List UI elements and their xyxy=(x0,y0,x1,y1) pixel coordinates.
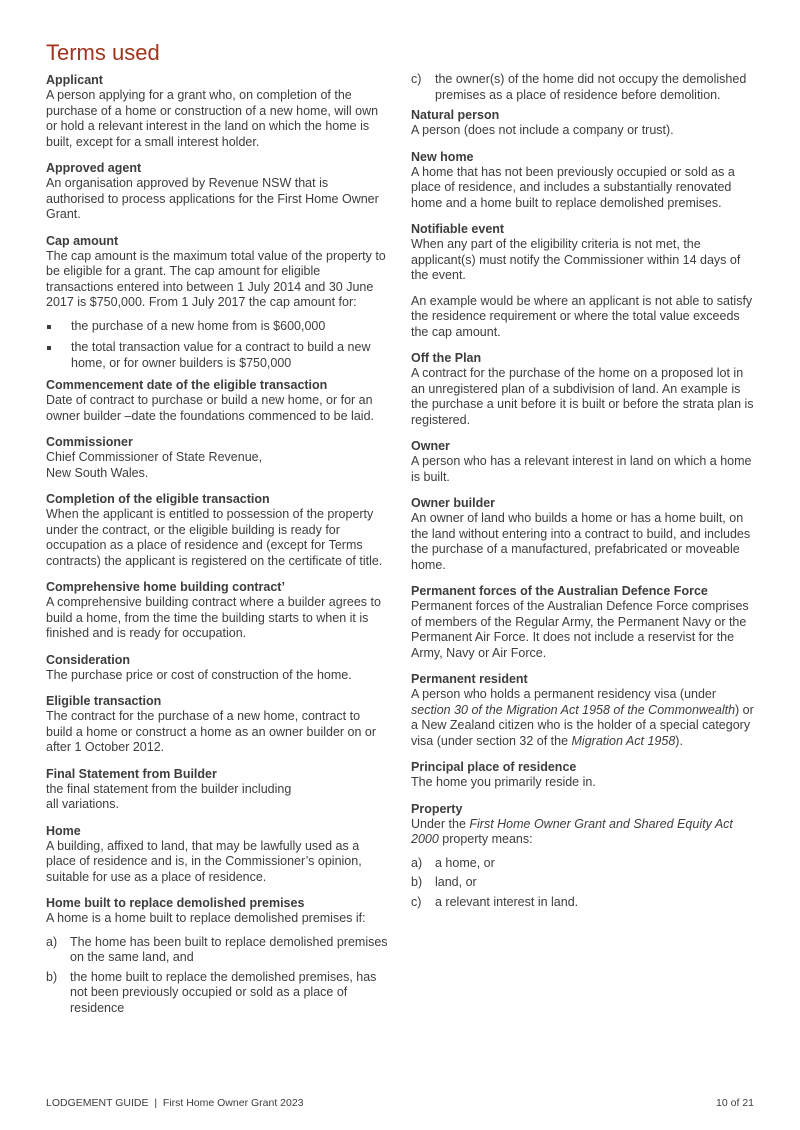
term-definition xyxy=(411,817,757,848)
term-natural-person xyxy=(411,107,757,139)
list-marker: a) xyxy=(411,855,423,870)
list-item xyxy=(411,895,757,911)
term-commencement-date xyxy=(46,377,388,424)
term-approved-agent xyxy=(46,160,388,223)
term-definition: A person applying for a grant who, on completion of the purchase of a home or construction of a new home, will own or hold a relevant interest in the land on which the home is built, except for a small interest holder. xyxy=(46,88,379,149)
term-heading: Owner xyxy=(411,439,450,453)
term-definition: When any part of the eligibility criteria is not met, the applicant(s) must notify the Commissioner within 14 days of the event. xyxy=(411,237,741,282)
list-item xyxy=(46,935,388,966)
term-new-home xyxy=(411,149,757,212)
list-item xyxy=(411,856,757,872)
term-definition: A contract for the purchase of the home on a proposed lot in an unregistered plan of a subdivision of land. An example is the purchase a unit before it is built or before the strata plan is registered. xyxy=(411,366,754,427)
term-definition: The cap amount is the maximum total value of the property to be eligible for a grant. The cap amount for eligible transactions entered into between 1 July 2014 and 30 June 2017 is $750,000. From 1 July 2017 the cap amount for: xyxy=(46,248,386,309)
term-permanent-forces xyxy=(411,583,757,661)
term-definition: The purchase price or cost of construction of the home. xyxy=(46,667,352,682)
list-marker: b) xyxy=(411,875,423,889)
left-column xyxy=(46,72,388,1026)
list-item-text: land, or xyxy=(435,875,477,889)
list-marker: b) xyxy=(46,969,58,984)
term-owner-builder xyxy=(411,495,757,573)
definition-text: ). xyxy=(675,733,683,748)
term-definition: A home is a home built to replace demolished premises if: xyxy=(46,911,366,925)
term-definition xyxy=(46,450,388,481)
term-definition: Permanent forces of the Australian Defence Force comprises of members of the Regular Army, the Permanent Navy or the Permanent Air Force. It does not include a reservist for the Army, Navy or Air Force. xyxy=(411,599,749,660)
term-permanent-resident xyxy=(411,671,757,749)
list-item-text: the home built to replace the demolished premises, has not been previously occupied or sold as a place of residence xyxy=(70,969,377,1015)
definition-citation: Migration Act 1958 xyxy=(571,733,676,748)
term-definition: A home that has not been previously occupied or sold as a place of residence, and includes a substantially renovated home and a home built to replace demolished premises. xyxy=(411,164,735,210)
term-completion xyxy=(46,491,388,569)
list-item xyxy=(46,970,388,1017)
term-heading: Comprehensive home building contract’ xyxy=(46,580,285,594)
term-comprehensive-contract xyxy=(46,579,388,642)
list-item-text: the total transaction value for a contract to build a new home, or for owner builders is $750,000 xyxy=(71,340,371,370)
definition-text: A person who holds a permanent residency visa (under xyxy=(411,687,717,701)
list-item-text: a relevant interest in land. xyxy=(435,894,579,909)
footer-document-title: LODGEMENT GUIDE | First Home Owner Grant 2023 xyxy=(46,1097,304,1109)
bullet-list xyxy=(46,319,388,372)
term-heading: Natural person xyxy=(411,108,500,122)
list-item-text: a home, or xyxy=(435,855,495,870)
list-item xyxy=(411,875,757,891)
definition-citation: section 30 of the Migration Act 1958 of the Commonwealth xyxy=(411,702,736,717)
list-marker: c) xyxy=(411,72,422,86)
term-definition: The home you primarily reside in. xyxy=(411,775,596,789)
term-property xyxy=(411,801,757,911)
list-item xyxy=(411,72,757,103)
term-heading: New home xyxy=(411,149,474,164)
term-home xyxy=(46,823,388,886)
term-definition: An owner of land who builds a home or has a home built, on the land without entering into a contract to build, and includes the purchase of a manufactured, prefabricated or moveable home. xyxy=(411,511,751,572)
term-definition-example: An example would be where an applicant is not able to satisfy the residence requirement or where the total value exceeds the cap amount. xyxy=(411,293,753,339)
list-item-text: the purchase of a new home from is $600,000 xyxy=(71,318,326,333)
term-heading: Final Statement from Builder xyxy=(46,766,217,781)
term-heading: Permanent forces of the Australian Defence Force xyxy=(411,584,708,598)
term-heading: Consideration xyxy=(46,652,131,667)
term-heading: Off the Plan xyxy=(411,351,482,365)
page-number: 10 of 21 xyxy=(716,1097,754,1109)
term-commissioner xyxy=(46,434,388,481)
term-definition: A building, affixed to land, that may be lawfully used as a place of residence and is, in the Commissioner’s opinion, suitable for use as a place of residence. xyxy=(46,838,362,884)
definition-line: the final statement from the builder including xyxy=(46,781,292,796)
term-definition: Date of contract to purchase or build a new home, or for an owner builder –date the foundations commenced to be laid. xyxy=(46,393,374,423)
lettered-list xyxy=(46,935,388,1017)
list-item-text: The home has been built to replace demolished premises on the same land, and xyxy=(70,934,388,964)
term-definition xyxy=(46,782,388,813)
definition-line: Chief Commissioner of State Revenue, xyxy=(46,450,263,464)
term-definition: An organisation approved by Revenue NSW that is authorised to process applications for the First Home Owner Grant. xyxy=(46,176,379,221)
page-title: Terms used xyxy=(46,40,160,65)
term-definition xyxy=(411,687,757,749)
definition-text: property means: xyxy=(438,832,533,846)
square-bullet-icon xyxy=(47,325,51,329)
term-principal-place xyxy=(411,759,757,791)
term-cap-amount xyxy=(46,233,388,372)
term-definition: The contract for the purchase of a new home, contract to build a home or construct a home as an owner builder on or after 1 October 2012. xyxy=(46,709,377,754)
term-consideration xyxy=(46,652,388,684)
term-eligible-transaction xyxy=(46,693,388,756)
right-column xyxy=(411,72,757,920)
term-applicant xyxy=(46,72,388,150)
square-bullet-icon xyxy=(47,346,51,350)
term-definition: When the applicant is entitled to possession of the property under the contract, or the eligible building is ready for occupation as a place of residence and (except for Terms contracts) the applicant is registered on the certificate of title. xyxy=(46,507,383,568)
definition-line: New South Wales. xyxy=(46,465,149,480)
term-heading: Owner builder xyxy=(411,496,496,510)
term-off-the-plan xyxy=(411,350,757,428)
term-definition: A person who has a relevant interest in land on which a home is built. xyxy=(411,454,752,484)
term-heading: Commissioner xyxy=(46,435,133,449)
list-item-text: the owner(s) of the home did not occupy the demolished premises as a place of residence before demolition. xyxy=(435,72,747,102)
term-heading: Principal place of residence xyxy=(411,760,577,774)
definition-line: all variations. xyxy=(46,797,119,811)
term-heading: Notifiable event xyxy=(411,222,505,236)
lettered-list xyxy=(411,856,757,911)
term-heading: Home xyxy=(46,823,81,838)
list-marker: c) xyxy=(411,894,422,909)
list-marker: a) xyxy=(46,934,58,949)
term-home-replace xyxy=(46,895,388,1016)
term-notifiable-event xyxy=(411,221,757,340)
term-final-statement xyxy=(46,766,388,813)
term-heading: Permanent resident xyxy=(411,672,528,686)
definition-text: ) or a New Zealand citizen who is the holder of a special category visa (under section 32 of the xyxy=(411,702,754,748)
list-item xyxy=(46,319,388,335)
definition-citation: First Home Owner Grant and Shared Equity Act 2000 xyxy=(411,816,733,846)
page-footer xyxy=(46,1097,754,1109)
term-heading: Cap amount xyxy=(46,233,119,248)
lettered-list-continued xyxy=(411,72,757,103)
term-heading: Property xyxy=(411,801,463,816)
term-heading: Eligible transaction xyxy=(46,694,162,708)
term-definition: A comprehensive building contract where a builder agrees to build a home, from the time the building starts to when it is finished and is ready for occupation. xyxy=(46,595,381,640)
term-definition: A person (does not include a company or trust). xyxy=(411,123,674,137)
term-heading: Commencement date of the eligible transaction xyxy=(46,378,328,392)
term-owner xyxy=(411,438,757,485)
term-heading: Applicant xyxy=(46,73,103,87)
definition-text: Under the xyxy=(411,816,470,831)
term-heading: Approved agent xyxy=(46,161,142,175)
term-heading: Completion of the eligible transaction xyxy=(46,492,270,506)
term-heading: Home built to replace demolished premises xyxy=(46,896,305,910)
list-item xyxy=(46,340,388,371)
